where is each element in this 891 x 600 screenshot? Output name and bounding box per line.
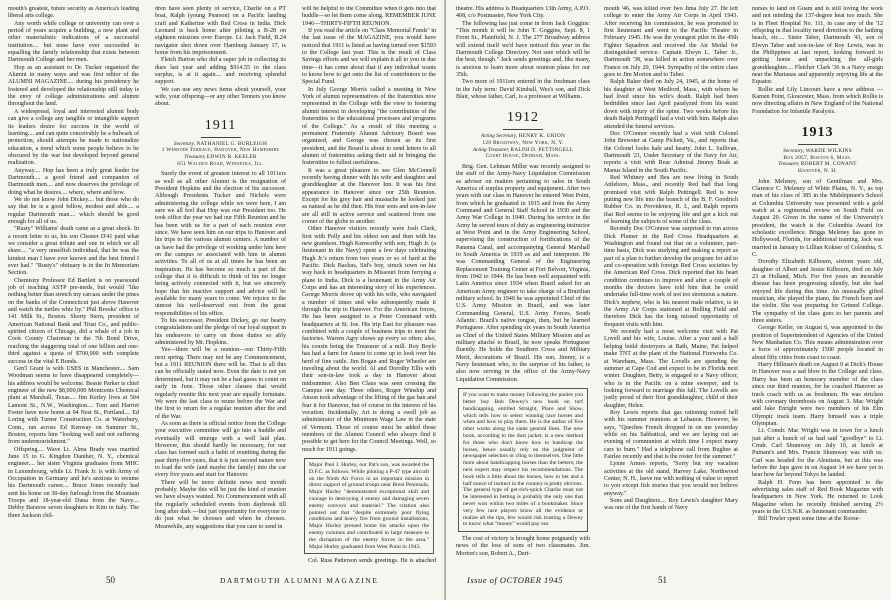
paragraph: Hop as an assistant to Dr. Tucker organized the Alumni in many ways and was first editor of the ALUMNI MAGAZINE.... during his presidency he fostered and developed the relationship still today is the envy of college administrations and alumni throughout the land. — [8, 64, 139, 108]
paragraph: mouth's greatest, future security as America's leading liberal arts college. — [8, 6, 139, 20]
paragraph: Ralph Baker died on July 24, 1945, at the home of his daughter at West Medford, Mass., with whom he had lived since his wife's death. Ralph had been bedridden since last April paralyzed from his waist down with injury of the spine. Two weeks before his death Ralph Pettingell had a visit with him. Ralph also attended the funeral services. — [604, 79, 738, 130]
running-head: Issue of OCTOBER 1945 — [467, 575, 564, 585]
paragraph: Fletch Burton who did a super job in collecting its dues last year and adding $914.55 to the class surplus, is at it again.... and receiving splendid support. — [155, 57, 286, 86]
paragraph: Recently Doc O'Connor was surprised to run across Dick Plumer in the Red Cross Headquarters at Washington and found out that on a volunteer, part-time basis, Dick was studying and making a report as part of a plan to further develop the program for aid to and co-operation with foreign Red Cross societies by the American Red Cross. Dick reported that his heart condition continues to improve and after a couple of months the doctors have told him that he could undertake full-time work of not too strenuous a nature. Dick's nephew, who is his nearest male relative, is in the Army Air Corps stationed at Bolling Field and therefore Dick has the long missed opportunity of frequent visits with him. — [604, 226, 738, 328]
paragraph: Bill Towler spent some time at the Roose- — [758, 516, 861, 523]
class-year-heading: 1912 — [507, 110, 539, 126]
left-column-1 — [8, 6, 139, 564]
class-officer-address: Hanover, N. H. — [798, 167, 837, 174]
boxed-news-item — [304, 458, 434, 554]
paragraph: Ralph H. Fenn has been appointed to the advertising sales staff of Red Book Magazine with headquarters in New York. He returned to Look Magazine when he recently finished serving 2½ years in the U.S.N.R. as lieutenant commander. — [752, 479, 883, 515]
class-officer: Treasurer, EDWIN R. KEELER — [184, 154, 257, 160]
paragraph: We recently had a most welcome visit with Pat Lovell and his wife, Louise. After a year and a half helping build destroyers at Bath, Maine, Pat helped make TNT at the plant of the National Fireworks Co. at Wareham, Mass. The Lovells are spending the summer at Cape Cod and expect to be in Florida next winter. Daughter, Betty, is engaged to a Navy officer, who is in the Pacific on a mine sweeper, and is looking forward to marriage this fall. The Lovells are justly proud of their first granddaughter, child of their daughter, Helen. — [604, 329, 738, 409]
class-officer-address: 120 Broadway, New York, N. Y. — [482, 140, 564, 147]
paragraph: George Keiler, on August 6, was appointed to the position of Superintendent of Agencies of the United New Manhattan Co. This means administration over a force of approximately 1500 people located in about fifty cities from coast to coast. — [752, 325, 883, 361]
paragraph: Offspring.... Wave Lt. Alma Brady was married June 15 to G. Kingdon Daniher, N. Y., chemical engineer.... her sister Virginia graduates from MHC in Luxembourg, while Lt. Frank Jr. is with Army of Occupation in Germany and he's anxious to resume his Dartmouth career.... Bruce Jones recently had sent his home on 30-day furlough from the Mountain Troops and 18-year-old Dana from the Navy.... Debby Barstow seven daughters to Kim in Italy. The three Jackson chil- — [8, 446, 139, 519]
paragraph: Lt. Comdr. Mac Wright was in town for a lunch just after a bunch of us had said "goodbye" to Lt. Cmdr. Carl Shumway on July 10, at lunch at Putnam's and Mrs. Francis Shumway was with us. Carl was headed for the Aleutians, but at this was before the Japs gave in on August 14 we have yet to hear how far beyond Tokyo he landed. — [752, 428, 883, 479]
paragraph: Lynne Armes reports, "Sorry but my vacation activities at the old stand, Harvey Lake, Northwood Center, N. H., leave me with nothing of value to report to you except fish stories that you would not believe anyway." — [604, 461, 738, 497]
paragraph: Col. Russ Patterson sends greetings. He is attached — [308, 558, 436, 564]
paragraph: Harry Hillman's death on August 9 at Dick's House in Hanover was a sad blow to the College and class. Harry has been an honorary member of the class since our third reunion, for he coached Hanover as track coach with us as freshmen. He was stricken with coronary thrombosis on August 3. Mac Wright and Jake Enright were two members of his Elm Olympic track team. Harry himself was a triple Olympian. — [752, 362, 883, 427]
right-page — [446, 0, 891, 600]
paragraph: Rollie and Lily Lincourt have a new address —Kamen Point, Gloucester, Mass. from which Rollie is now directing affairs in New England of the National Foundation for Infantile Paralysis. — [752, 86, 883, 115]
left-page — [0, 0, 445, 600]
class-officer-address: 1 Webster Terrace, Hanover, New Hampshire — [161, 147, 280, 154]
paragraph: Doc O'Connor recently had a visit with Colonel John Brewster at Camp Pickett, Va., and reports that the Colonel looks hale and hearty. John L. Sullivan, Dartmouth '21, Under Secretary of the Navy for Air, reports a visit with Rear Admiral Jimmy Boak at Manus Island in the South Pacific. — [604, 130, 738, 174]
paragraph: The following has just come in from Jack Goggins: "This month it will be John T. Goggins, Sept. 8, 1 Front St., Plainfield, N. J. The 277 Broadway address will extend itself we'd have noticed this year in the Dartmouth College Directory. Not sure which will be the best, though." Jack sends greetings and, like many, is anxious to learn more about reunion plans for our 35th. — [456, 20, 590, 79]
class-year-heading: 1911 — [204, 117, 237, 133]
divider — [798, 144, 838, 145]
paragraph: "Rusty" Williams' death came as a great shock. In a recent letter to us, his son Chester D'41 paid what we consider a great tribute and one in which we all share.... "a very unselfish individual, that he was the kindest man I have ever known and the best friend I ever had." "Rusty's" obituary is in the In Memoriam Section. — [8, 226, 139, 277]
paragraph: Other Hanover visitors recently were Josh Clark, first with Polly and his oldest son and then with his new grandson. Hugh Kenworthy with son, Hugh Jr. (a lieutenant in the Navy) spent a few days celebrating Hugh Jr.'s return from two years or so of hard at the Pacific. Dick Backus, Sid's boy, struck town on his way back to headquarters in Missouri from ferrying a plane to India. Dick is a lieutenant in the Army Air Corps and has an interesting story of his experiences. George Morris drove up with his wife, who navigated a number of times and who subsequently made it through the trip to Hanover. For the American forces, He has been assigned to a Peter Command with headquarters at St. Joe. His trip East for pleasure was combined with a couple of business trips to meet the factories. Warren Agry shows up every so often; also, his cousin being the Treasurer of a mill. Roy Boyle has had a farm for Anson to come up to look over his herd of fine cattle. Jim Bogan and Roger Wheeler are traveling about the world. Al and Dorothy Ellis with their son-in-law took a day in Hanover about midsummer. Also Ben Claus was seen crossing the Campus one day. Three others, Roger Winship and Anson took advantage of the lifting of the gas ban and fear it for Hanover, but of course in the interest of his vocation. Incidentally, Art is doing a swell job as administrator of the Minimum Wage Law in the state of Vermont. Those of course must be added those members of the Alumni Council who always find it possible to get here for the Council Meetings. Well, so much for 1911 goings. — [302, 226, 436, 453]
paragraph: Major Paul J. Hurley, our Pat's son, was awarded the D.F.C. as follows: While piloting a P-47 type aircraft on the Ninth Air Force in an important mission in direct support of ground troops near Brest Peninsula, Major Hurley "demonstrated exceptional skill and courage in destroying 4 enemy and damaging seven enemy convoys and materiel." The citation also pointed out that "despite extremely poor flying conditions and heavy fire from ground installations, Major Hurley pressed home his attacks upon the enemy columns and contributed in large measure to the disruption of the enemy forces in the area." Major Hurley graduated from West Point in 1943. — [309, 461, 429, 550]
left-column-3 — [302, 6, 436, 564]
paragraph: Sons and Daughters.... Roy Lewis's daughter Mary was one of the first bands of Navy — [604, 498, 738, 512]
paragraph: There will be more definite news next month probably. Maybe this will be just the kind of reunion we have always wanted. No Commencement with all the regularly scheduled events from daybreak till long after dark —but just opportunity for everyone to do just what he chooses and when he chooses. Meanwhile, any suggestions that you care to send in — [155, 479, 286, 530]
page-number: 51 — [658, 575, 667, 585]
paragraph: mouth '46, was killed over Iwo Jima July 27. He left college to enter the Army Air Corps in April 1943. After receiving his commission, he was promoted to first lieutenant and went to the Pacific Theatre in February 1945. He was the youngest pilot in the 45th Fighter Squadron and received the Air Medal for distinguished service. Captain Elwyn L. Taber Jr., Dartmouth '38, was killed in action somewhere over France on July 20, 1944. Sympathy of the entire class goes to Jim Morton and to Taber. — [604, 6, 738, 79]
class-year-heading: 1913 — [801, 125, 834, 141]
paragraph: Dorothy Elizabeth Kilbourn, sixteen years old, daughter of Albert and Jessie Kilbourn, died on July 23 at Holland, Mich. For five years an incurable disease has been progressing silently, but she had enjoyed life during this time. An unusually gifted musician, she played the piano, the French horn and the violin. She was preparing for Grinnel College. The sympathy of the class goes to her parents and three sisters. — [752, 259, 883, 325]
boxed-news-item — [458, 388, 588, 532]
paragraph: Red Whitney and Bea are now living in South Attleboro, Mass., and recently Red had that long promised visit with Ralph Pettingell. Red is now putting new life into the branch of the B. F. Goodrich Rubber Co. in Providence, R. I., and Ralph reports that Red seems to be enjoying life and got a kick out of learning the subjects of some of the class. — [604, 174, 738, 225]
class-officer: Treasurer, ROBERT M. CONANT — [778, 161, 857, 168]
paragraph: Roy Lewis reports that gas rationing ruined hell with his summer reunions at Lebanon. However, he says, "Quechee French dropped in on me yesterday while on his Sabbatical, and we are laying out an evening of communion at which time I expect many cars to burn." Had a telephone call from Bugbee at Fairlee recently and that is the roster for the summer." — [604, 409, 738, 460]
class-officer: Secretary, NATHANIEL G. BURLEIGH — [173, 140, 268, 147]
class-officer: Acting Treasurer, RALPH D. PETTINGELL — [472, 146, 574, 153]
paragraph: Any worth while college or university can over a period of years acquire a building, a new plant and other materialistic indications of a successful institution.... but none have ever succeeded in equalling the family relationship that exists between Dartmouth College and her men. — [8, 20, 139, 64]
paragraph: theatre. His address is Headquarters 13th Army, A.P.O. 408, c/o Postmaster, New York City. — [456, 6, 590, 20]
paragraph: Brig. Gen. Lehman Miller was recently assigned to the staff of the Army-Navy Liquidation Commission as adviser on matters pertaining to sales in South America of surplus property and equipment. After two years with our class in Hanover he entered West Point, from which he graduated in 1915 and from the Army Command and General Staff School in 1930 and the Army War College in 1940. During his service in the Army he served tours of duty as engineering instructor at West Point and in the Army Engineering School, supervising the construction of fortifications of the Panama Canal, and accompanying General Marshall to South America in 1939 as aid and interpreter. He was Commanding General of the Engineering Replacement Training Center at Fort Belvoir, Virginia, from 1942 to 1944. He has been well acquainted with Latin America since 1934 when Brazil asked for an American Army engineer to take charge of a Brazilian military school. In 1940 he was appointed Chief of the U.S. Army Mission in Brazil, and was later Commanding General, U.S. Army Forces, South Atlantic. Brazil's native tongue, then, but he learned Portuguese. After spending six years in South America as Chief of the United States Military Mission and as military attaché to Brazil, he now speaks Portuguese fluently. He holds the Southern Cross and Military Merit, decorations of Brazil. His son, Jimmy, is a Navy lieutenant who, to the surprise of his father, is also now serving in the office of the Army-Navy Liquidation Commission. — [456, 163, 590, 383]
page-number: 50 — [106, 575, 115, 585]
paragraph: Two more of 1911ers entered in the freshman class in the July term: David Kimball, Wes's son, and Dick Blair, whose father, Carl, is a professor at Williams. — [456, 79, 590, 101]
right-column-2 — [604, 6, 738, 564]
class-officer-address: Court House, Dedham, Mass. — [485, 153, 561, 160]
paragraph: To his successor, President Dickey, go our hearty congratulations and the pledge of our loyal support in his endeavors to carry on those duties so ably administered by Mr. Hopkins. — [155, 318, 286, 347]
paragraph: Chemistry Professor Ed Bartlett is on yearsound job of teaching ASTP pre-meds, but would "like nothing better than stretch my carcass under the pines on the banks of the Connecticut just above Hanover and watch the turtles whiz by." Phil Brooks' office is 141 Milk St., Boston. Shorty Stern, president of American National Bank and Trust Co., and public-spirited citizen of Chicago, did a whale of a job in Cook County Chairman in the 7th Bond Drive, reaching the staggering total of one billion and one-third against a quota of $700,000 with complete success in the vital E Bonds. — [8, 277, 139, 365]
paragraph: If you want to make money following the ponies you better buy Bob Dewey's new book on turf handicapping, entitled Straight, Place and Show, which tells how to select winning race horses and when and how to play them. He is the author of five other works along the same general lines. The new book, according to the dust jacket, is a new method for those who don't know how to handicap the horses, hence usually rely on the judgment of newspaper selectors or cling to themselves. One little more about handicapping horses than the betters; the next expert may respect his recommendations. The book tells a little about the horses, how to bet and a half ounce of instinct in the country is pretty obvious. The general type of get-rich-quick Charlie must not be interested in betting is probably the only one that never won within two miles of a bookmaker. Since very few race players know all the evidence or realize all the tips, few would risk trusting a Dewey to know what "money" would pay out. — [463, 392, 583, 528]
paragraph: Anyway.... Hop has been a truly great leader for Dartmouth.... a good friend and companion of Dartmouth men.... and now deserves the privilege of doing what he desires.... where, where and how. — [8, 167, 139, 196]
paragraph: We do not know John Dickey.... but those who do say that he is a good fellow, modest and able.... a regular Dartmouth man.... which should be good enough for all of us. — [8, 196, 139, 225]
paragraph: John Meleney, son of Gentilman and Mrs. Clarence C. Meleney of White Plains, N. Y., as top man of his class of 385 in the Midshipmen's School at Columbia University was presented with a gold watch at a regimental review on South Field on August 20. Given in the name of the University's president, the watch is the Columbia Award for scholastic excellence. Briggs Meleney has gone to Hollywood, Florida, for additional training. Jack was married in January to Lillian Kokner of Colombia, S. C. — [752, 178, 883, 258]
running-head: DARTMOUTH ALUMNI MAGAZINE — [220, 576, 379, 585]
paragraph: nurses to land on Guam and is still loving the work and not minding the 137-degree heat too much. She is in Fleet Hospital No. 111, in case any of the '12 offspring in that locality need direction to the bathing beach, etc.... Sister Taber, Dartmouth '41, son of Elwyn Taber and son-in-law of Roy Lewis, was in the Philippines at last report, looking forward to getting home and unpacking the all-girls granddaughter.... Fletcher Clark '36 is a Navy ensign near the Marianas and apparently enjoying life at the Equator. — [752, 6, 883, 86]
divider — [503, 129, 543, 130]
right-column-3 — [752, 6, 883, 564]
paragraph: We can use any news items about yourself, your wife, your offspring—or any other Tenners you know about. — [155, 86, 286, 108]
paragraph: dren have seen plenty of service, Charlie on a PT boat, Ralph (young Pearson) on a Pacific landing craft and Katherine with Red Cross in India. Dick Leonard is back home after piloting a B-28 on eighteen missions over Europe. Lt. Jack Field, B.24 navigator shot down over Hamburg January 17, is home from his imprisonment. — [155, 6, 286, 57]
paragraph: Surely the event of greatest interest to all 1911ers as well as all other Alumni is the resignation of President Hopkins and the election of his successor. Although Presidents Tucker and Nichols were administering the college while we were here, I am sure we all feel that Hop was our President too. He took office the year we had our Fifth Reunion and he has been with us for a part of each reunion ever since. We have seen him on our trips to Hanover and his trips to the various alumni centers. A number of us have had the privilege of working under him here on the campus or associated with him in alumni activities. To all of us at all times he has been an inspiration. He has become so much a part of the college that it is difficult to think of his no longer being actively connected with it, but we sincerely hope that his inactive support and advice will be available for many years to come. We rejoice to the utmost his well-deserved rest from the great responsibilities of his office. — [155, 171, 286, 317]
class-officer: Acting Secretary, HENRY K. URION — [480, 133, 566, 140]
class-officer: Secretary, WARDE WILKINS — [783, 148, 852, 155]
class-officer-address: Box 2057, Boston 6, Mass. — [783, 154, 852, 161]
right-column-1 — [456, 6, 590, 564]
paragraph: will be helpful to the Committee when it gets into that huddle—so let them come along. REMEMBER JUNE 1946—THIRTY-FIFTH REUNION. — [302, 6, 436, 27]
paragraph: A widespread, loyal and interested alumni body can give a college any tangible or intangible support its leaders desire for success in the world of learning.... and can quite conceivably be a bulwark of protection, should attempts be made to nationalize education, a trend which some people believe to be obscured by the war but developed beyond general realization. — [8, 108, 139, 167]
paragraph: If you read the article on "Class Memorial Funds" in the last issue of the MAGAZINE, you would have noticed that 1911 is listed as having turned over $1593 to the College last year. This is the result of Class Savings efforts and we will explain it all to you in due time—it has come about that if any individual wants to know how to get onto the list of contributors to the Special Fund. — [302, 28, 436, 86]
paragraph: As soon as there is official notice from the College your executive committee will go into a huddle and eventually will emerge with a well laid plan. However, this should hardly be necessary, for our class has formed such a habit of reuniting during the past thirty-five years, that it is just second nature now to load the wife (and maybe the family) into the car every five years and start for Hanover. — [155, 420, 286, 479]
paragraph: It was a great pleasure to see Glen McConnell recently having dinner with his wife and daughter and granddaughter at the Hanover Inn. It was his first appearance in Hanover since our 25th Reunion. Except for his grey hair and mustache he looked just as natural as he did then. His four sons and son-in-law are all still in active service and scattered from one corner of the globe to another. — [302, 167, 436, 225]
divider — [201, 137, 241, 138]
class-officer-address: 651 Walden Road, Winnetka, Ill. — [177, 160, 264, 167]
paragraph: Yes—there will be a reunion—our Thirty-Fifth next spring. There may not be any Commencement, but a 1911 REUNION there will be. That is all this can be officially stated now. Even the date is not yet determined, but it may not be a bad guess to count on early in June. Those other classes that would regularly reunite this next year are equally fortunate. We were the last class to reune before the War and the first to return for a regular reunion after the end of the War. — [155, 347, 286, 420]
paragraph: Gen'l Grant is with USES in Manchester.... Sam Woodman seems to have disappeared completely—his address would be welcome. Bessie Parker is chief engineer of the new $8,000,000 Montcenis Chemical plant at Marshall, Texas.... Jim Kerley lives at 504 Lamont St., N.W., Washington.... Tom and Harriet Foster have now home at 94 Nest St., Portland.... Ed Loring with Turner Construction Co. at Waterbury, Conn., ran across Ed Kenway on Summer St., Boston, reports him "looking well and not suffering from undernourishment." — [8, 365, 139, 446]
left-column-2 — [155, 6, 286, 564]
paragraph: In July George Morris called a meeting in New York of alumni representatives of the fraternities now represented in the College with the view to fostering alumni interest in developing "the contribution of the fraternities to the educational processes and programs of the College." As a result of this meeting a permanent Fraternity Alumni Advisory Board was organized, and George was chosen as its first president, and the Board is about to send letters to all alumni of fraternities asking their aid in bringing the fraternities to fullest usefulness. — [302, 86, 436, 167]
paragraph: The cost of victory is brought home poignantly with news of the loss of sons of two classmates. Jim. Morton's son, Robert A., Dart- — [456, 536, 590, 557]
